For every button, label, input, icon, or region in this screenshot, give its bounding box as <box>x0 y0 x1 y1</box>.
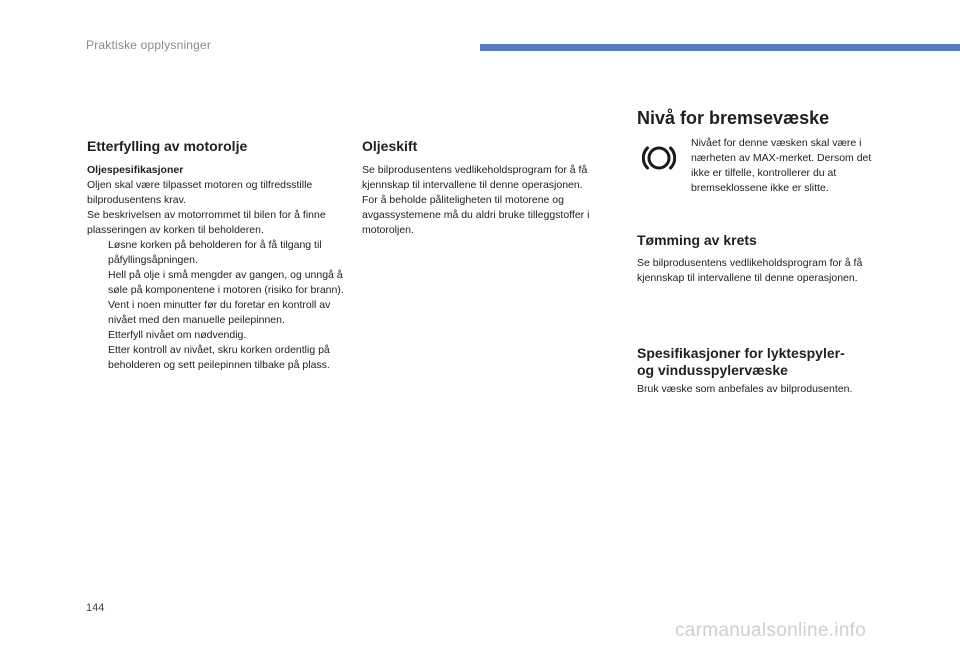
page-number: 144 <box>86 602 105 614</box>
engine-oil-body <box>87 163 355 373</box>
watermark: carmanualsonline.info <box>675 620 867 641</box>
list-item <box>87 268 355 298</box>
washer-title-line-2: og vindusspylervæske <box>637 362 788 378</box>
section-title-oil-change: Oljeskift <box>362 138 418 154</box>
list-item-text: Vent i noen minutter før du foretar en kontroll av nivået med den manuelle peilepinnen. <box>108 299 331 326</box>
oil-spec-intro: Oljen skal være tilpasset motoren og tilfredsstille bilprodusentens krav. <box>87 179 313 206</box>
section-title-engine-oil-topup: Etterfylling av motorolje <box>87 138 248 154</box>
section-title-brake-fluid: Nivå for bremsevæske <box>637 108 830 128</box>
oil-spec-subheading: Oljespesifikasjoner <box>87 164 184 176</box>
washer-fluid-text: Bruk væske som anbefales av bilprodusenten. <box>637 383 853 395</box>
washer-title-line-1: Spesifikasjoner for lyktespyler- <box>637 345 845 361</box>
section-title-circuit-drain: Tømming av krets <box>637 232 757 248</box>
list-item-text: Etter kontroll av nivået, skru korken ordentlig på beholderen og sett peilepinnen tilbake på plass. <box>108 344 330 371</box>
section-title-washer-fluid <box>637 345 845 379</box>
list-item <box>87 343 355 373</box>
list-item-text: Etterfyll nivået om nødvendig. <box>108 329 247 341</box>
oil-change-body <box>362 163 590 238</box>
list-item <box>87 328 355 343</box>
brake-fluid-text: Nivået for denne væsken skal være i nærheten av MAX-merket. Dersom det ikke er tilfelle, kontrollerer du at bremseklossene ikke er slitte. <box>691 137 872 194</box>
list-item-text: Løsne korken på beholderen for å få tilgang til påfyllingsåpningen. <box>108 239 322 266</box>
oil-change-p1: Se bilprodusentens vedlikeholdsprogram for å få kjennskap til intervallene til denne operasjonen. <box>362 164 588 191</box>
circuit-drain-text: Se bilprodusentens vedlikeholdsprogram for å få kjennskap til intervallene til denne operasjonen. <box>637 257 863 284</box>
list-item <box>87 238 355 268</box>
oil-steps-list <box>87 238 355 373</box>
running-header: Praktiske opplysninger <box>86 38 212 52</box>
oil-change-p2: For å beholde påliteligheten til motorene og avgassystemene må du aldri bruke tilleggstoffer i motoroljen. <box>362 194 590 236</box>
brake-warning-icon <box>642 141 676 175</box>
oil-spec-intro-2: Se beskrivelsen av motorrommet til bilen for å finne plasseringen av korken til beholderen. <box>87 209 326 236</box>
header-accent-bar <box>480 44 960 51</box>
list-item <box>87 298 355 328</box>
list-item-text: Hell på olje i små mengder av gangen, og unngå å søle på komponentene i motoren (risiko for brann). <box>108 269 344 296</box>
